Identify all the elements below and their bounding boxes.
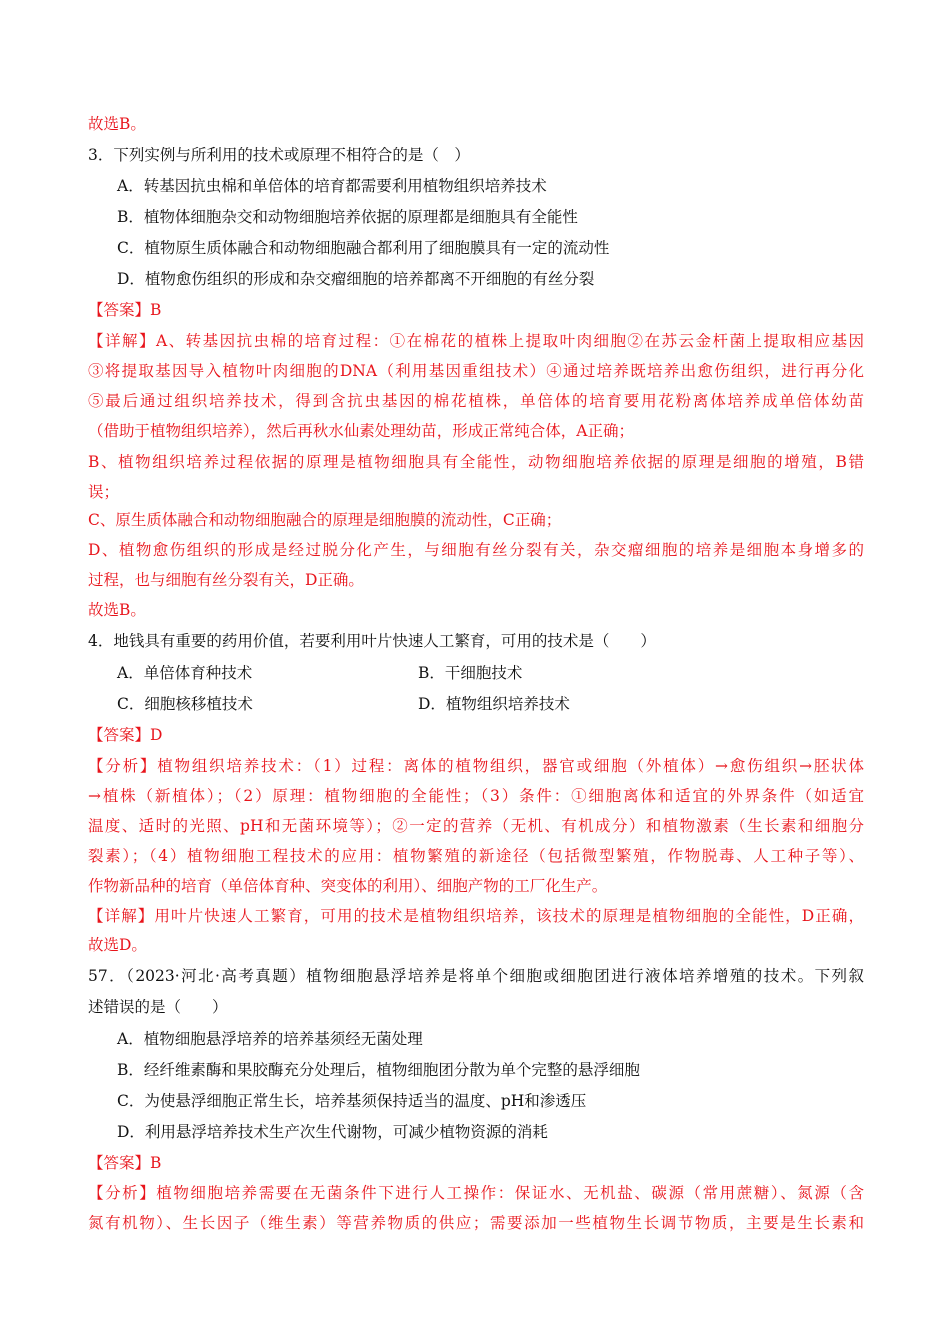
q4-conclusion: 故选D。	[88, 936, 147, 954]
q4-explain: 【详解】用叶片快速人工繁育，可用的技术是植物组织培养，该技术的原理是植物细胞的全能性，D正确，	[88, 907, 864, 925]
q57-option-b: B．经纤维素酶和果胶酶充分处理后，植物细胞团分散为单个完整的悬浮细胞	[117, 1061, 640, 1079]
q3-stem: 3．下列实例与所利用的技术或原理不相符合的是（ ）	[88, 146, 470, 164]
q3-explain-line: ⑤最后通过组织培养技术，得到含抗虫基因的棉花植株，单倍体的培育要用花粉离体培养成单倍体幼苗	[88, 392, 864, 410]
q4-option-a: A．单倍体育种技术	[117, 664, 253, 682]
q57-option-a: A．植物细胞悬浮培养的培养基须经无菌处理	[117, 1030, 423, 1048]
q3-option-a: A．转基因抗虫棉和单倍体的培育都需要利用植物组织培养技术	[117, 177, 547, 195]
q3-explain-line: D、植物愈伤组织的形成是经过脱分化产生，与细胞有丝分裂有关，杂交瘤细胞的培养是细胞本身增多的	[88, 541, 864, 559]
q3-explain-line: ③将提取基因导入植物叶肉细胞的DNA（利用基因重组技术）④通过培养既培养出愈伤组织，进行再分化	[88, 362, 864, 380]
q2-conclusion: 故选B。	[88, 115, 146, 133]
q3-conclusion: 故选B。	[88, 601, 146, 619]
q3-option-c: C．植物原生质体融合和动物细胞融合都利用了细胞膜具有一定的流动性	[117, 239, 610, 257]
q3-explain-line: C、原生质体融合和动物细胞融合的原理是细胞膜的流动性，C正确；	[88, 511, 562, 529]
q57-answer: 【答案】B	[88, 1154, 162, 1172]
q4-option-b: B．干细胞技术	[418, 664, 523, 682]
q4-answer: 【答案】D	[88, 726, 163, 744]
q3-explain-line: （借助于植物组织培养），然后再秋水仙素处理幼苗，形成正常纯合体，A正确；	[88, 422, 634, 440]
q3-explain-line: 【详解】A、转基因抗虫棉的培育过程：①在棉花的植株上提取叶肉细胞②在苏云金杆菌上提取相应基因	[88, 332, 864, 350]
q3-option-b: B．植物体细胞杂交和动物细胞培养依据的原理都是细胞具有全能性	[117, 208, 578, 226]
q4-option-c: C．细胞核移植技术	[117, 695, 253, 713]
q3-explain-line: 过程，也与细胞有丝分裂有关，D正确。	[88, 571, 364, 589]
q4-option-d: D．植物组织培养技术	[418, 695, 570, 713]
q3-answer: 【答案】B	[88, 301, 162, 319]
q57-option-d: D．利用悬浮培养技术生产次生代谢物，可减少植物资源的消耗	[117, 1123, 548, 1141]
q4-analysis-line: 【分析】植物组织培养技术：（1）过程：离体的植物组织，器官或细胞（外植体）→愈伤组织→胚状体	[88, 757, 864, 775]
q57-stem-line: 述错误的是（ ）	[88, 998, 228, 1016]
q3-explain-line: 误；	[88, 483, 120, 501]
q3-option-d: D．植物愈伤组织的形成和杂交瘤细胞的培养都离不开细胞的有丝分裂	[117, 270, 595, 288]
q4-stem: 4．地钱具有重要的药用价值，若要利用叶片快速人工繁育，可用的技术是（ ）	[88, 632, 656, 650]
q57-analysis-line: 【分析】植物细胞培养需要在无菌条件下进行人工操作：保证水、无机盐、碳源（常用蔗糖）、氮源（含	[88, 1184, 864, 1202]
q4-analysis-line: →植株（新植体）；（2）原理：植物细胞的全能性；（3）条件：①细胞离体和适宜的外界条件（如适宜	[88, 787, 864, 805]
q4-analysis-line: 温度、适时的光照、pH和无菌环境等）；②一定的营养（无机、有机成分）和植物激素（生长素和细胞分	[88, 817, 864, 835]
q4-analysis-line: 作物新品种的培育（单倍体育种、突变体的利用）、细胞产物的工厂化生产。	[88, 877, 608, 895]
q57-stem-line: 57．（2023·河北·高考真题）植物细胞悬浮培养是将单个细胞或细胞团进行液体培养增殖的技术。下列叙	[88, 967, 864, 985]
q57-analysis-line: 氮有机物）、生长因子（维生素）等营养物质的供应；需要添加一些植物生长调节物质，主要是生长素和	[88, 1214, 864, 1232]
q3-explain-line: B、植物组织培养过程依据的原理是植物细胞具有全能性，动物细胞培养依据的原理是细胞的增殖，B错	[88, 453, 864, 471]
q57-option-c: C．为使悬浮细胞正常生长，培养基须保持适当的温度、pH和渗透压	[117, 1092, 587, 1110]
q4-analysis-line: 裂素）；（4）植物细胞工程技术的应用：植物繁殖的新途径（包括微型繁殖，作物脱毒、人工种子等）、	[88, 847, 864, 865]
